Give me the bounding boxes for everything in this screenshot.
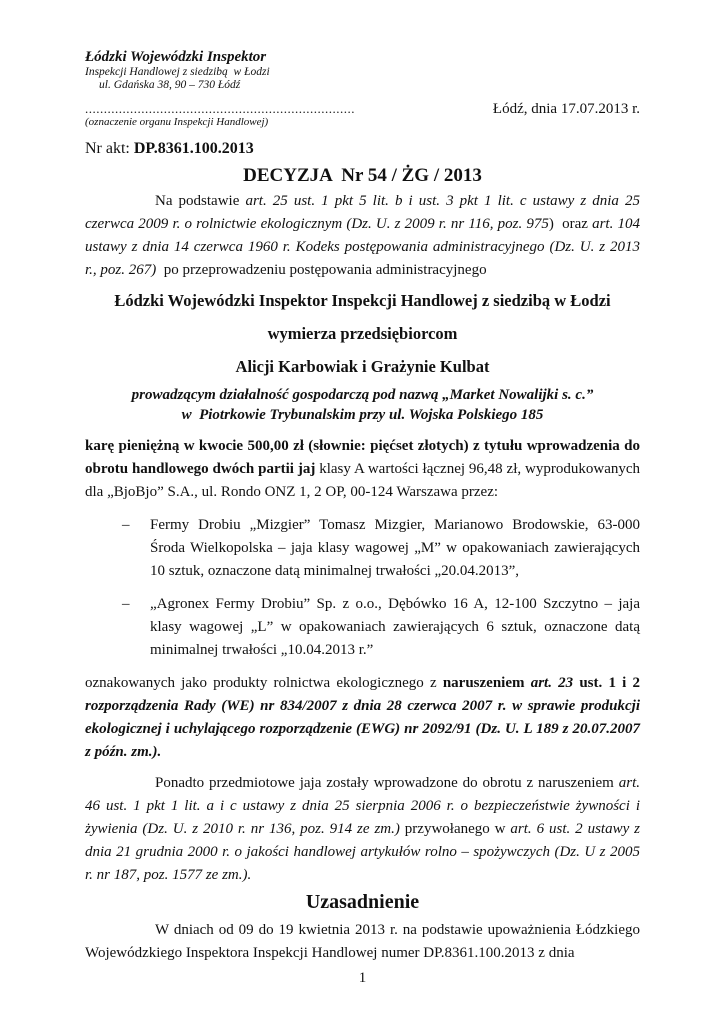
violation-paragraph [85,672,640,764]
text-segment: art. 6 ust. 2 ustawy z dnia 21 grudnia 2000 r. o jakości handlowej artykułów rolno – spożywczych (Dz. U z 2005 r. nr 187, poz. 1577 ze zm.). [85,821,640,883]
case-reference [85,139,640,159]
decision-title: DECYZJA Nr 54 / ŻG / 2013 [243,165,482,186]
dash-marker: – [122,596,130,612]
letterhead [85,48,640,129]
page-number: 1 [358,970,367,986]
business-name-line: prowadzącym działalność gospodarczą pod nazwą „Market Nowalijki s. c.” [131,387,594,403]
action-heading: wymierza przedsiębiorcom [267,324,458,343]
org-designation-caption: (oznaczenie organu Inspekcji Handlowej) [85,116,269,128]
text-segment: karę pieniężną w kwocie 500,00 zł (słownie: pięćset złotych) z tytułu wprowadzenia do obrotu handlowego dwóch partii jaj [85,438,640,477]
text-segment: naruszeniem [442,675,531,691]
additional-violation-paragraph [85,772,640,887]
list-item [122,593,640,662]
text-segment: oznakowanych jako produkty rolnictwa ekologicznego z [85,675,443,691]
producer-item-text: „Agronex Fermy Drobiu” Sp. z o.o., Dębówko 16 A, 12-100 Szczytno – jaja klasy wagowej „L” w opakowaniach zawierających 6 sztuk, oznaczone datą minimalnej trwałości „10.04.2013 r.” [150,596,640,658]
place-date: Łódź, dnia 17.07.2013 r. [492,101,640,117]
org-address: ul. Gdańska 38, 90 – 730 Łódź [99,79,241,91]
text-segment: przywołanego w [399,821,511,837]
business-address-line: w Piotrkowie Trybunalskim przy ul. Wojska Polskiego 185 [181,407,544,423]
legal-basis-paragraph [85,190,640,282]
text-segment: po przeprowadzeniu postępowania administracyjnego [156,262,487,278]
text-segment: Ponadto przedmiotowe jaja zostały wprowadzone do obrotu z naruszeniem [155,775,619,791]
list-item [122,514,640,583]
text-segment: art. 46 ust. 1 pkt 1 lit. a i c ustawy z dnia 25 sierpnia 2006 r. o bezpieczeństwie żywności i żywienia (Dz. U. z 2010 r. nr 136, poz. 914 ze zm.) [85,775,640,837]
producers-list [85,514,640,662]
producer-item-text: Fermy Drobiu „Mizgier” Tomasz Mizgier, Marianowo Brodowskie, 63-000 Środa Wielkopolska – jaja klasy wagowej „M” w opakowaniach zawierających 10 sztuk, oznaczone datą minimalnej trwałości „20.04.2013”, [150,517,640,579]
dash-marker: – [122,517,130,533]
dotted-line: ........................................................................ [85,101,355,116]
text-segment: klasy A wartości łącznej 96,48 zł, wyprodukowanych dla „BjoBjo” S.A., ul. Rondo ONZ 1, 2 OP, 00-124 Warszawa przez: [85,461,641,500]
addressees-heading: Alicji Karbowiak i Grażynie Kulbat [235,357,490,376]
case-reference-number: DP.8361.100.2013 [133,140,254,157]
text-segment: art. 25 ust. 1 pkt 5 lit. b i ust. 3 pkt 1 lit. c ustawy z dnia 25 czerwca 2009 r. o rolnictwie ekologicznym (Dz. U. z 2009 r. nr 116, poz. 975 [85,193,640,232]
text-segment: art. 104 ustawy z dnia 14 czerwca 1960 r. Kodeks postępowania administracyjnego (Dz. U. z 2013 r., poz. 267) [85,216,640,278]
org-subtitle: Inspekcji Handlowej z siedzibą w Łodzi [85,66,270,78]
text-segment: rozporządzenia Rady (WE) nr 834/2007 z dnia 28 czerwca 2007 r. w sprawie produkcji ekologicznej i uchylającego rozporządzenie (EWG) nr 2092/91 (Dz. U. L 189 z 20.07.2007 z późn. zm.). [85,698,640,760]
text-segment: W dniach od 09 do 19 kwietnia 2013 r. na podstawie upoważnienia Łódzkiego Wojewódzkiego Inspektora Inspekcji Handlowej numer DP.8361.100.2013 z dnia [85,922,640,961]
text-segment: ) oraz [548,216,593,232]
org-name: Łódzki Wojewódzki Inspektor [85,49,267,65]
justification-heading: Uzasadnienie [305,891,420,913]
text-segment: art. 23 [530,675,580,691]
issuer-heading: Łódzki Wojewódzki Inspektor Inspekcji Handlowej z siedzibą w Łodzi [114,291,611,310]
justification-intro-paragraph [85,919,640,965]
case-reference-label: Nr akt: [85,140,134,157]
text-segment: Na podstawie [155,193,246,209]
text-segment: ust. 1 i 2 [579,675,640,691]
penalty-paragraph [85,435,640,504]
